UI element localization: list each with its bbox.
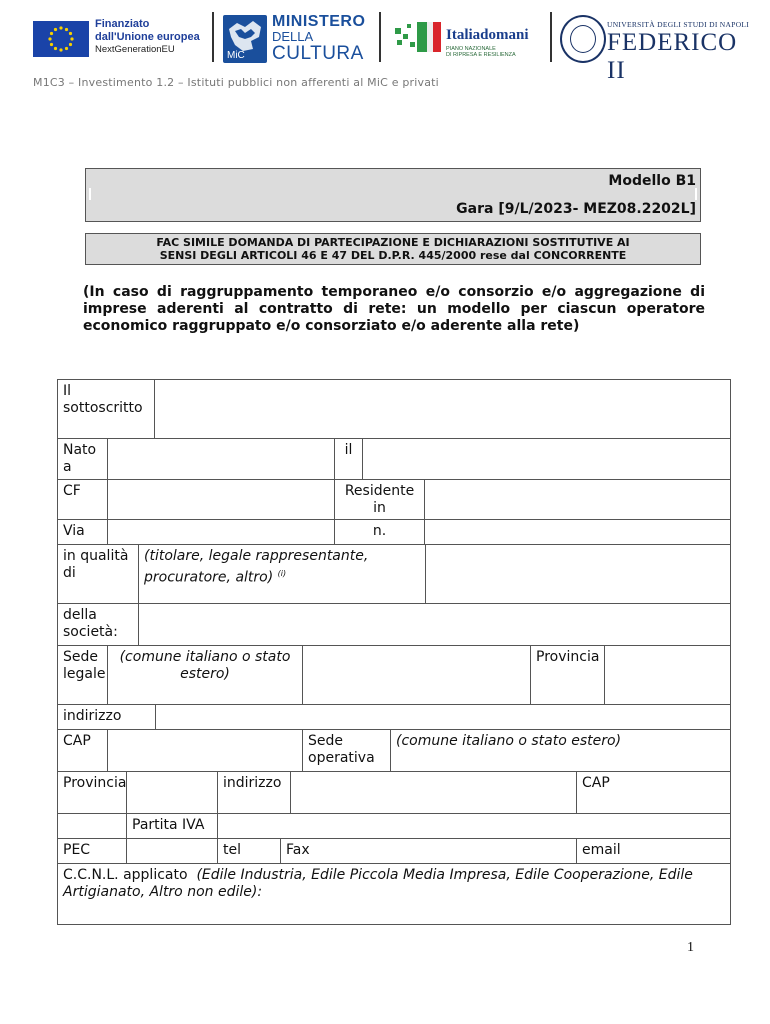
sede-legale-hint: (comune italiano o stato estero) — [107, 645, 303, 705]
label-sede-operativa: Sede operativa — [302, 729, 391, 772]
mic-badge-label: MiC — [227, 50, 245, 61]
ccnl-hint: (Edile Industria, Edile Piccola Media Impresa, Edile Cooperazione, Edile Artigianato, Altro non edile): — [63, 867, 693, 900]
via-input[interactable] — [107, 519, 335, 545]
label-residente-in: Residente in — [334, 479, 425, 520]
eu-logo-line3: NextGenerationEU — [95, 44, 175, 55]
label-indirizzo-operativa: indirizzo — [217, 771, 291, 814]
gara-reference: Gara [9/L/2023- MEZ08.2202L] — [456, 201, 696, 217]
label-il: il — [334, 438, 363, 480]
label-tel: tel — [217, 838, 281, 864]
federico-ii-logo — [560, 14, 750, 84]
email-field[interactable] — [576, 838, 731, 864]
eu-logo-line1: Finanziato — [95, 18, 150, 30]
sottoscritto-input[interactable] — [154, 379, 731, 439]
label-partita-iva: Partita IVA — [126, 813, 218, 839]
data-nascita-input[interactable] — [362, 438, 731, 480]
investment-tagline: M1C3 – Investimento 1.2 – Istituti pubblici non afferenti al MiC e privati — [33, 76, 439, 89]
label-numero: n. — [334, 519, 425, 545]
pec-input[interactable] — [126, 838, 218, 864]
fax-field[interactable] — [280, 838, 577, 864]
cap-operativa-field[interactable] — [576, 771, 731, 814]
italiadomani-logo — [393, 16, 543, 62]
label-in-qualita-di: in qualità di — [57, 544, 139, 604]
label-della-societa: della società: — [57, 603, 139, 646]
provincia-operativa-input[interactable] — [126, 771, 218, 814]
logo-divider — [379, 12, 381, 62]
partita-iva-input[interactable] — [217, 813, 731, 839]
title-box-marker — [89, 188, 91, 200]
sede-legale-provincia-input[interactable] — [604, 645, 731, 705]
partita-iva-spacer — [57, 813, 127, 839]
logo-divider — [212, 12, 214, 62]
title-box-marker — [695, 188, 697, 200]
mic-logo-line3: CULTURA — [272, 43, 364, 64]
indirizzo-operativa-input[interactable] — [290, 771, 577, 814]
logo-divider — [550, 12, 552, 62]
italiadomani-name: Italiadomani — [446, 27, 529, 43]
label-email: email — [582, 842, 621, 858]
residente-in-input[interactable] — [424, 479, 731, 520]
qualita-hint: (titolare, legale rappresentante, procuratore, altro) — [144, 548, 369, 586]
label-provincia-operativa: Provincia — [57, 771, 127, 814]
label-nato-a: Nato a — [57, 438, 108, 480]
cap-input[interactable] — [107, 729, 303, 772]
nato-a-input[interactable] — [107, 438, 335, 480]
qualita-input[interactable] — [425, 544, 731, 604]
label-pec: PEC — [57, 838, 127, 864]
label-sede-legale: Sede legale — [57, 645, 108, 705]
label-provincia: Provincia — [530, 645, 605, 705]
ministero-cultura-logo — [223, 13, 373, 65]
label-sottoscritto: Il sottoscritto — [57, 379, 155, 439]
label-via: Via — [57, 519, 108, 545]
eu-funding-logo — [33, 18, 215, 58]
indirizzo-input[interactable] — [155, 704, 731, 730]
mic-logo-line1: MINISTERO — [272, 13, 366, 30]
eu-logo-line2: dall'Unione europea — [95, 31, 200, 43]
societa-input[interactable] — [138, 603, 731, 646]
italiadomani-sub1: PIANO NAZIONALE — [446, 46, 496, 52]
ccnl-label: C.C.N.L. applicato — [63, 867, 188, 883]
form-subtitle-box — [85, 233, 701, 265]
label-cf: CF — [57, 479, 108, 520]
qualita-footnote-ref: (i) — [277, 569, 287, 578]
label-cap-operativa: CAP — [582, 775, 610, 791]
mic-badge-icon — [223, 15, 267, 63]
numero-civico-input[interactable] — [424, 519, 731, 545]
subtitle-line2: SENSI DEGLI ARTICOLI 46 E 47 DEL D.P.R. 445/2000 rese dal CONCORRENTE — [159, 249, 627, 262]
label-cap: CAP — [57, 729, 108, 772]
model-title: Modello B1 — [608, 173, 696, 189]
university-seal-icon — [560, 15, 606, 63]
italiadomani-mark-icon — [393, 18, 443, 58]
italiadomani-sub2: DI RIPRESA E RESILIENZA — [446, 52, 516, 58]
page-number: 1 — [687, 940, 694, 955]
intro-paragraph: (In caso di raggruppamento temporaneo e/o consorzio e/o aggregazione di imprese aderenti al contratto di rete: un modello per ciascun operatore economico raggruppato e/o consorziato e/o aderente alla rete) — [83, 284, 705, 334]
qualita-hint-cell — [138, 544, 426, 604]
label-fax: Fax — [286, 842, 310, 858]
unina-logo-line2: FEDERICO II — [607, 29, 738, 84]
model-title-box — [85, 168, 701, 222]
cf-input[interactable] — [107, 479, 335, 520]
ccnl-field[interactable] — [57, 863, 731, 925]
subtitle-line1: FAC SIMILE DOMANDA DI PARTECIPAZIONE E DICHIARAZIONI SOSTITUTIVE AI — [156, 236, 630, 249]
unina-logo-line1: UNIVERSITÀ DEGLI STUDI DI NAPOLI — [607, 20, 750, 29]
sede-operativa-input[interactable] — [390, 729, 731, 772]
label-indirizzo: indirizzo — [57, 704, 156, 730]
sede-legale-comune-input[interactable] — [302, 645, 531, 705]
eu-flag-icon — [33, 21, 89, 57]
mic-logo-line2: DELLA — [272, 29, 314, 44]
sede-operativa-hint: (comune italiano o stato estero) — [396, 733, 622, 749]
